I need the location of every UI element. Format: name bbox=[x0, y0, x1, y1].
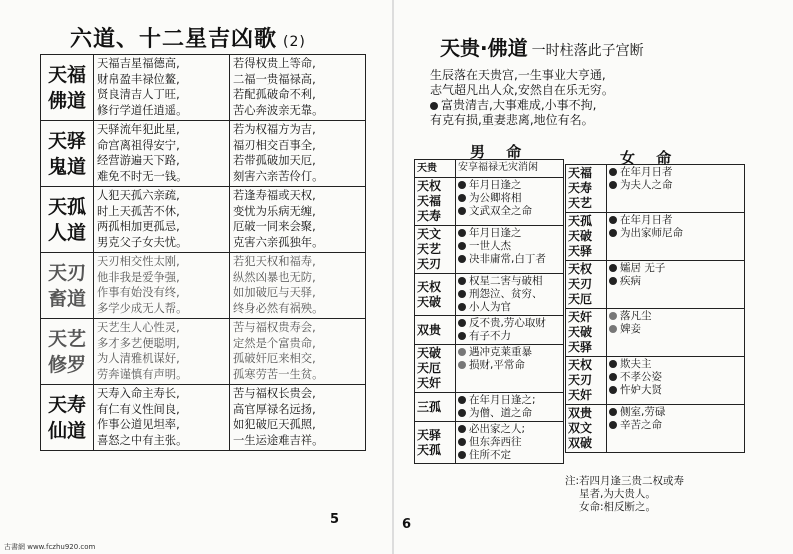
bullet-icon bbox=[458, 361, 466, 369]
bullet-icon bbox=[458, 425, 466, 433]
fate-line bbox=[458, 240, 561, 253]
fate-line bbox=[609, 323, 742, 336]
fate-line-text: 为公卿将相 bbox=[469, 192, 522, 204]
left-page bbox=[0, 0, 392, 554]
verse-line: 两孤相加更孤忌, bbox=[97, 220, 180, 234]
star-name-line: 天福 bbox=[47, 63, 86, 86]
star-label: 天破 bbox=[568, 325, 593, 339]
footnote-line: 女命:相反断之。 bbox=[579, 501, 657, 513]
star-name-line: 天孤 bbox=[47, 195, 86, 218]
star-label: 天驿 bbox=[568, 340, 593, 354]
fate-text bbox=[607, 405, 745, 453]
bullet-icon bbox=[609, 312, 617, 320]
star-label: 天刃 bbox=[417, 257, 442, 271]
poem-row bbox=[41, 121, 366, 187]
fate-line-text: 在年月日逢之; bbox=[469, 394, 536, 406]
fate-row bbox=[415, 422, 564, 464]
fate-line bbox=[609, 166, 742, 179]
bullet-icon bbox=[458, 438, 466, 446]
fate-text bbox=[456, 178, 564, 226]
verse-line: 苦与福权长贵会, bbox=[233, 387, 316, 400]
verse-line: 多才多艺便聪明, bbox=[97, 336, 180, 350]
star-label: 天权 bbox=[568, 358, 593, 372]
verse-line: 天艺生人心性灵, bbox=[97, 321, 180, 334]
fate-text bbox=[456, 345, 564, 393]
verse-cell bbox=[230, 385, 366, 451]
verse-cell bbox=[230, 187, 366, 253]
fate-line bbox=[609, 227, 742, 240]
verse-line: 作事有始没有终, bbox=[97, 286, 180, 300]
fate-row bbox=[415, 274, 564, 316]
verse-line: 若逢寿福或天权, bbox=[233, 189, 316, 202]
female-fate-table bbox=[565, 164, 745, 453]
fate-row bbox=[415, 226, 564, 274]
verse-line: 时上天孤苦不休, bbox=[97, 204, 180, 218]
bullet-icon bbox=[609, 181, 617, 189]
fate-line-text: 落凡尘 bbox=[620, 310, 652, 322]
fate-row bbox=[415, 345, 564, 393]
bullet-icon bbox=[609, 373, 617, 381]
fate-row bbox=[415, 160, 564, 178]
fate-row bbox=[415, 316, 564, 345]
right-page-number: 6 bbox=[402, 517, 412, 532]
fate-line bbox=[458, 330, 561, 343]
fate-line bbox=[458, 346, 561, 359]
fate-text bbox=[456, 422, 564, 464]
fate-line-text: 欺夫主 bbox=[620, 358, 652, 370]
verse-line: 如加破厄与天驿, bbox=[233, 286, 316, 300]
star-combo bbox=[566, 165, 607, 213]
star-label: 天刃 bbox=[568, 373, 593, 387]
poem-row bbox=[41, 187, 366, 253]
fate-text bbox=[456, 226, 564, 274]
fate-line bbox=[609, 358, 742, 371]
verse-line: 喜怒之中有主张。 bbox=[97, 433, 188, 447]
star-label: 天厄 bbox=[417, 361, 442, 375]
fate-row bbox=[566, 261, 745, 309]
fate-text bbox=[607, 309, 745, 357]
bullet-icon bbox=[430, 102, 438, 110]
footnote bbox=[565, 475, 750, 514]
fate-line-text: 侧室,劳碌 bbox=[620, 406, 666, 418]
star-combo bbox=[566, 261, 607, 309]
fate-row bbox=[566, 357, 745, 405]
verse-line: 他非我是爱争强, bbox=[97, 270, 180, 284]
verse-line: 厄破一同来会聚, bbox=[233, 220, 316, 234]
bullet-icon bbox=[458, 207, 466, 215]
bullet-icon bbox=[609, 168, 617, 176]
fate-text bbox=[607, 261, 745, 309]
star-name-line: 修罗 bbox=[47, 353, 86, 376]
star-label: 天厄 bbox=[568, 292, 593, 306]
verse-line: 难免不时无一钱。 bbox=[97, 169, 188, 183]
fate-line-text: 忤妒大贤 bbox=[620, 384, 662, 396]
poem-row bbox=[41, 55, 366, 121]
bullet-icon bbox=[458, 451, 466, 459]
bullet-icon bbox=[609, 360, 617, 368]
star-label: 双破 bbox=[568, 436, 593, 450]
star-combo bbox=[566, 357, 607, 405]
verse-cell bbox=[94, 55, 230, 121]
footnote-line: 星者,为大贵人。 bbox=[579, 488, 656, 500]
bullet-icon bbox=[458, 290, 466, 298]
bullet-icon bbox=[458, 229, 466, 237]
verse-line: 纵然凶暴也无防, bbox=[233, 270, 316, 284]
verse-line: 若带孤破加天厄, bbox=[233, 154, 316, 168]
star-name bbox=[41, 121, 94, 187]
bullet-icon bbox=[458, 242, 466, 250]
star-name bbox=[41, 187, 94, 253]
star-combo bbox=[566, 405, 607, 453]
fate-line bbox=[458, 436, 561, 449]
star-name bbox=[41, 55, 94, 121]
fate-line-text: 一世人杰 bbox=[469, 240, 511, 252]
bullet-icon bbox=[458, 319, 466, 327]
bullet-icon bbox=[609, 408, 617, 416]
verse-line: 若犯天权和福寿, bbox=[233, 255, 316, 268]
fate-line-text: 遇冲克莱重暴 bbox=[469, 346, 532, 358]
poem-row bbox=[41, 253, 366, 319]
poem-row bbox=[41, 319, 366, 385]
fate-text bbox=[607, 213, 745, 261]
star-label: 天艺 bbox=[417, 242, 442, 256]
bullet-icon bbox=[458, 277, 466, 285]
star-combo bbox=[415, 226, 456, 274]
fate-line bbox=[458, 192, 561, 205]
verse-line: 若得权贵上等命, bbox=[233, 57, 316, 70]
star-name-line: 天驿 bbox=[47, 129, 86, 152]
fate-line-text: 反不贵,劳心取财 bbox=[469, 317, 546, 329]
star-name bbox=[41, 385, 94, 451]
fate-line bbox=[609, 214, 742, 227]
fate-line-text: 小人为官 bbox=[469, 301, 511, 313]
star-label: 天孤 bbox=[417, 442, 442, 457]
star-name-line: 畜道 bbox=[47, 287, 86, 310]
fate-line bbox=[609, 275, 742, 288]
fate-text bbox=[456, 393, 564, 422]
star-name-line: 天刃 bbox=[47, 261, 86, 284]
star-combo bbox=[415, 178, 456, 226]
verse-line: 经营游遍天下路, bbox=[97, 154, 180, 168]
fate-line bbox=[458, 205, 561, 218]
fate-line-text: 为僧、道之命 bbox=[469, 407, 532, 419]
intro-line: 有克有损,重妻悲离,地位有名。 bbox=[430, 113, 594, 127]
bullet-icon bbox=[458, 409, 466, 417]
bullet-icon bbox=[609, 421, 617, 429]
fate-text bbox=[607, 357, 745, 405]
bullet-icon bbox=[458, 396, 466, 404]
star-label: 天权 bbox=[417, 279, 442, 294]
star-label: 天刃 bbox=[568, 277, 593, 291]
bullet-icon bbox=[458, 255, 466, 263]
male-fate-table bbox=[414, 159, 564, 464]
fate-line bbox=[458, 227, 561, 240]
female-fate-header: 女 命 bbox=[620, 149, 680, 167]
verse-line: 财帛盈丰禄位鳌, bbox=[97, 72, 180, 86]
verse-line: 为人清雅机谋好, bbox=[97, 352, 180, 366]
fate-line bbox=[458, 253, 561, 266]
verse-line: 若配孤破命不利, bbox=[233, 88, 316, 102]
verse-line: 天寿入命主寿长, bbox=[97, 387, 180, 400]
star-label: 天寿 bbox=[417, 209, 442, 223]
verse-cell bbox=[94, 319, 230, 385]
fate-line-text: 孀居 无子 bbox=[620, 262, 666, 274]
star-combo bbox=[415, 274, 456, 316]
fate-line-text: 住所不定 bbox=[469, 449, 511, 461]
verse-line: 孤破奸厄来相交, bbox=[233, 352, 316, 366]
site-footer: 古書網 www.fczhu920.com bbox=[4, 543, 96, 551]
fate-line-text: 辛苦之命 bbox=[620, 419, 662, 431]
fate-line bbox=[458, 394, 561, 407]
fate-row bbox=[566, 213, 745, 261]
verse-line: 修行学道任逍遥。 bbox=[97, 103, 188, 117]
star-combo bbox=[415, 345, 456, 393]
verse-line: 若为权福方为吉, bbox=[233, 123, 316, 136]
verse-cell bbox=[230, 319, 366, 385]
verse-line: 刻害六亲苦伶仃。 bbox=[233, 169, 324, 183]
verse-line: 苦心奔波亲无靠。 bbox=[233, 103, 324, 117]
fate-line bbox=[458, 161, 561, 174]
verse-line: 作事公道见坦率, bbox=[97, 418, 180, 432]
fate-line-text: 安享福禄无灾消闲 bbox=[458, 162, 538, 173]
verse-cell bbox=[94, 385, 230, 451]
star-label: 双文 bbox=[568, 421, 593, 435]
verse-cell bbox=[230, 55, 366, 121]
star-label: 天寿 bbox=[568, 181, 593, 195]
verse-cell bbox=[230, 121, 366, 187]
star-combo bbox=[415, 422, 456, 464]
star-combo bbox=[415, 160, 456, 178]
star-label: 天贵 bbox=[417, 163, 437, 174]
star-name-line: 佛道 bbox=[47, 89, 86, 112]
fate-line-text: 刑怨泣、贫穷、 bbox=[469, 288, 543, 300]
star-label: 天破 bbox=[417, 346, 442, 360]
fate-line bbox=[609, 419, 742, 432]
verse-line: 如犯破厄天孤照, bbox=[233, 418, 316, 432]
fate-line bbox=[609, 179, 742, 192]
fate-row bbox=[415, 178, 564, 226]
right-page-title: 天贵·佛道 一时柱落此子宫断 bbox=[440, 36, 644, 60]
fate-line-text: 文武双全之命 bbox=[469, 205, 532, 217]
star-combo bbox=[415, 393, 456, 422]
male-fate-header: 男 命 bbox=[470, 143, 530, 161]
fate-line bbox=[458, 288, 561, 301]
fate-line bbox=[458, 449, 561, 462]
verse-line: 福刃相交百事全, bbox=[233, 138, 316, 152]
verse-cell bbox=[230, 253, 366, 319]
verse-line: 天驿流年犯此星, bbox=[97, 123, 180, 136]
fate-line-text: 损财,平常命 bbox=[469, 359, 525, 371]
fate-line-text: 不孝公姿 bbox=[620, 371, 662, 383]
bullet-icon bbox=[609, 264, 617, 272]
verse-line: 有仁有义性间良, bbox=[97, 402, 180, 416]
verse-cell bbox=[94, 121, 230, 187]
intro-line: 志气超凡出人众,安然自在乐无穷。 bbox=[430, 83, 614, 97]
left-page-title: 六道、十二星吉凶歌 (2) bbox=[70, 27, 306, 52]
verse-line: 二福一贵福禄高, bbox=[233, 72, 316, 86]
fate-row bbox=[566, 405, 745, 453]
bullet-icon bbox=[458, 332, 466, 340]
star-name-line: 天寿 bbox=[47, 393, 86, 416]
fate-line bbox=[458, 407, 561, 420]
fate-text bbox=[456, 274, 564, 316]
fate-row bbox=[566, 165, 745, 213]
footnote-line: 注:若四月逢三贵二权或寿 bbox=[565, 475, 685, 487]
bullet-icon bbox=[609, 216, 617, 224]
star-name bbox=[41, 319, 94, 385]
verse-line: 变忧为乐病无缠, bbox=[233, 204, 316, 218]
star-label: 三孤 bbox=[417, 399, 442, 414]
fate-line-text: 权星二害与破相 bbox=[469, 275, 543, 287]
fate-line-text: 为夫人之命 bbox=[620, 179, 673, 191]
verse-line: 贤良清吉人丁旺, bbox=[97, 88, 180, 102]
star-label: 双贵 bbox=[568, 406, 593, 420]
bullet-icon bbox=[458, 348, 466, 356]
star-label: 天奸 bbox=[568, 310, 593, 324]
star-name-line: 天艺 bbox=[47, 327, 86, 350]
verse-cell bbox=[94, 187, 230, 253]
star-name-line: 人道 bbox=[47, 221, 86, 244]
fate-line bbox=[458, 423, 561, 436]
bullet-icon bbox=[609, 277, 617, 285]
fate-row bbox=[566, 309, 745, 357]
verse-line: 孤寒劳苦一生贫。 bbox=[233, 367, 324, 381]
fate-line-text: 年月日逢之 bbox=[469, 227, 522, 239]
verse-line: 一生运途难吉祥。 bbox=[233, 433, 324, 447]
poem-row bbox=[41, 385, 366, 451]
star-label: 天文 bbox=[417, 227, 442, 241]
star-label: 天破 bbox=[417, 294, 442, 309]
verse-line: 命宫离祖得安宁, bbox=[97, 138, 180, 152]
fate-text bbox=[456, 160, 564, 178]
fate-row bbox=[415, 393, 564, 422]
fate-line bbox=[609, 262, 742, 275]
bullet-icon bbox=[458, 303, 466, 311]
fate-line bbox=[609, 406, 742, 419]
fate-line bbox=[609, 371, 742, 384]
intro-line: 生辰落在天贵宫,一生事业大亨通, bbox=[430, 68, 606, 82]
verse-line: 苦与福权贵寿会, bbox=[233, 321, 316, 334]
verse-line: 天刃相交性太刚, bbox=[97, 255, 180, 268]
fate-line-text: 但东奔西往 bbox=[469, 436, 522, 448]
star-label: 天奸 bbox=[568, 388, 593, 402]
star-label: 天艺 bbox=[568, 196, 593, 210]
fate-line-text: 年月日逢之 bbox=[469, 179, 522, 191]
verse-line: 终身必然有祸殃。 bbox=[233, 301, 324, 315]
verse-line: 天福吉星福德高, bbox=[97, 57, 180, 70]
fate-line-text: 婢妾 bbox=[620, 323, 641, 335]
verse-line: 定然是个富贵命, bbox=[233, 336, 316, 350]
star-label: 天驿 bbox=[417, 427, 442, 442]
fate-line bbox=[458, 359, 561, 372]
verse-line: 克害六亲孤独年。 bbox=[233, 235, 324, 249]
star-label: 天权 bbox=[568, 262, 593, 276]
star-combo bbox=[566, 213, 607, 261]
intro-verse bbox=[430, 68, 760, 128]
bullet-icon bbox=[609, 325, 617, 333]
star-label: 天奸 bbox=[417, 376, 442, 390]
fate-line-text: 有子不力 bbox=[469, 330, 511, 342]
fate-line-text: 在年月日者 bbox=[620, 214, 673, 226]
fate-line-text: 为出家师尼命 bbox=[620, 227, 683, 239]
star-label: 天破 bbox=[568, 229, 593, 243]
star-name-line: 鬼道 bbox=[47, 155, 86, 178]
verse-cell bbox=[94, 253, 230, 319]
star-name-line: 仙道 bbox=[47, 419, 86, 442]
fate-text bbox=[607, 165, 745, 213]
fate-line bbox=[458, 179, 561, 192]
bullet-icon bbox=[609, 229, 617, 237]
fate-line bbox=[609, 310, 742, 323]
fate-line bbox=[458, 317, 561, 330]
verse-line: 男克父子女夫忧。 bbox=[97, 235, 188, 249]
verse-line: 多学少成无人帮。 bbox=[97, 301, 188, 315]
bullet-icon bbox=[458, 194, 466, 202]
fate-line bbox=[458, 275, 561, 288]
fate-line-text: 决非庸常,白丁者 bbox=[469, 253, 546, 265]
star-label: 天福 bbox=[568, 166, 593, 180]
star-name bbox=[41, 253, 94, 319]
star-label: 天福 bbox=[417, 194, 442, 208]
bullet-icon bbox=[609, 386, 617, 394]
fate-line-text: 必出家之人; bbox=[469, 423, 526, 435]
star-label: 天权 bbox=[417, 179, 442, 193]
fate-line bbox=[458, 301, 561, 314]
intro-line: 富贵清吉,大事难成,小事不拘, bbox=[430, 98, 760, 113]
fate-line bbox=[609, 384, 742, 397]
fate-line-text: 疾病 bbox=[620, 275, 641, 287]
left-page-number: 5 bbox=[330, 512, 340, 527]
fate-line-text: 在年月日者 bbox=[620, 166, 673, 178]
bullet-icon bbox=[458, 181, 466, 189]
star-label: 双贵 bbox=[417, 322, 442, 337]
star-label: 天驿 bbox=[568, 244, 593, 258]
star-combo bbox=[566, 309, 607, 357]
poem-table bbox=[40, 54, 366, 451]
verse-line: 劳奔谨慎有声明。 bbox=[97, 367, 188, 381]
fate-text bbox=[456, 316, 564, 345]
verse-line: 人犯天孤六亲疏, bbox=[97, 189, 180, 202]
verse-line: 高官厚禄名远扬, bbox=[233, 402, 316, 416]
star-label: 天孤 bbox=[568, 214, 593, 228]
star-combo bbox=[415, 316, 456, 345]
